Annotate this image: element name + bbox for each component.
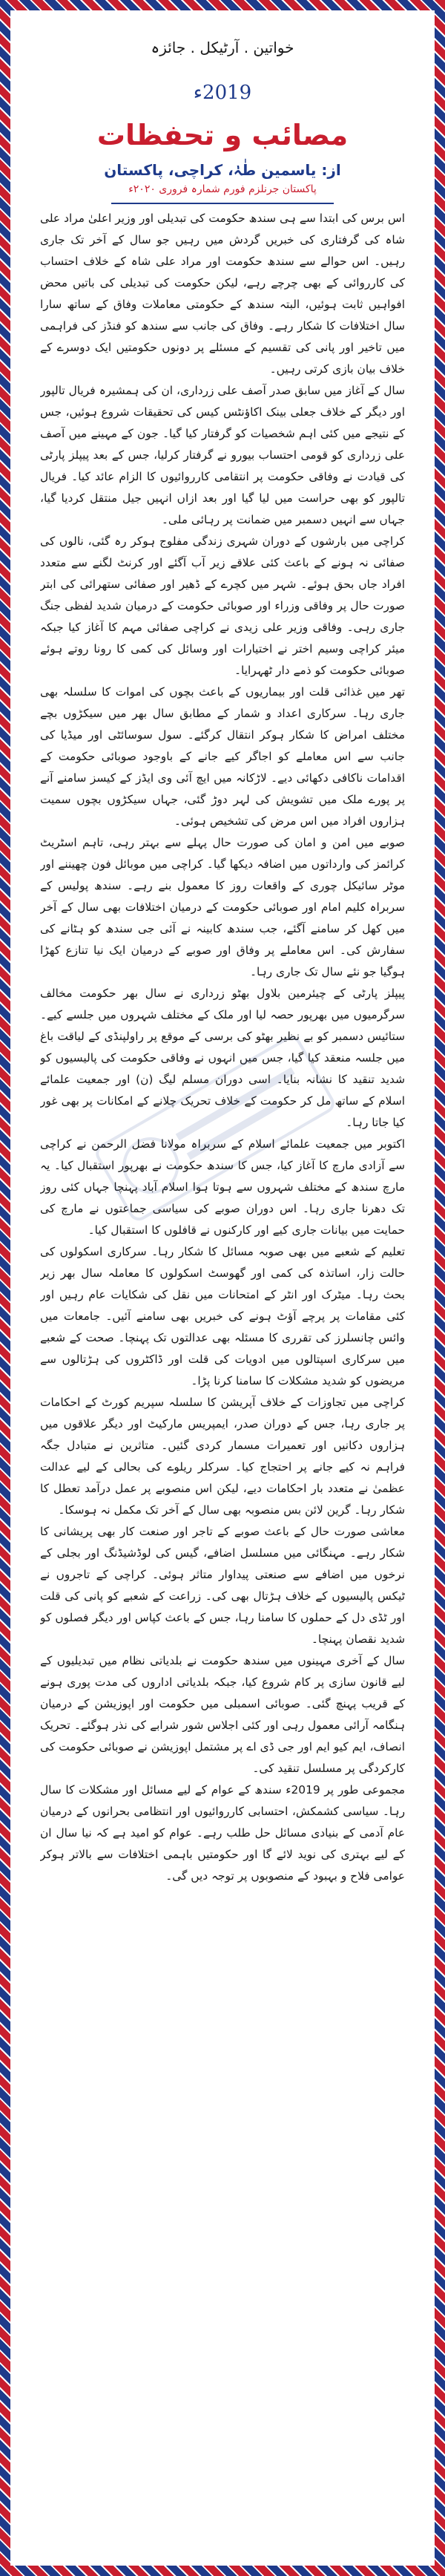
paragraph: تعلیم کے شعبے میں بھی صوبہ مسائل کا شکار رہا۔ سرکاری اسکولوں کی حالت زار، اساتذہ کی کمی اور گھوسٹ اسکولوں کا معاملہ سال بھر زیر بحث رہا۔ میٹرک اور انٹر کے امتحانات میں نقل کی شکایات عام رہیں اور کئی مقامات پر پرچے آؤٹ ہونے کی خبریں بھی سامنے آئیں۔ جامعات میں وائس چانسلرز کی تقرری کا مسئلہ بھی عدالتوں تک پہنچا۔ صحت کے شعبے میں سرکاری اسپتالوں میں ادویات کی قلت اور ڈاکٹروں کی ہڑتالوں سے مریضوں کو شدید مشکلات کا سامنا کرنا پڑا۔ [40, 1245, 405, 1387]
paragraph: اکتوبر میں جمعیت علمائے اسلام کے سربراہ مولانا فضل الرحمن نے کراچی سے آزادی مارچ کا آغاز کیا، جس کا سندھ حکومت نے بھرپور استقبال کیا۔ یہ مارچ سندھ کے مختلف شہروں سے ہوتا ہوا اسلام آباد پہنچا جہاں کئی روز تک دھرنا جاری رہا۔ اس دوران صوبے کی سیاسی جماعتوں نے مارچ کی حمایت میں بیانات جاری کیے اور کارکنوں نے قافلوں کا استقبال کیا۔ [40, 1137, 405, 1237]
section-label: خواتین . آرٹیکل . جائزہ [151, 39, 294, 56]
paragraph: پیپلز پارٹی کے چیئرمین بلاول بھٹو زرداری نے سال بھر حکومت مخالف سرگرمیوں میں بھرپور حصہ لیا اور ملک کے مختلف شہروں میں جلسے کیے۔ ستائیس دسمبر کو بے نظیر بھٹو کی برسی کے موقع پر راولپنڈی کے لیاقت باغ میں جلسہ منعقد کیا گیا، جس میں انہوں نے وفاقی حکومت کی پالیسیوں کو شدید تنقید کا نشانہ بنایا۔ اسی دوران مسلم لیگ (ن) اور جمعیت علمائے اسلام کے ساتھ مل کر حکومت کے خلاف تحریک چلانے کے امکانات پر بھی غور کیا جاتا رہا۔ [40, 987, 405, 1129]
article-title: مصائب و تحفظات [96, 119, 349, 151]
title-divider [111, 203, 334, 204]
article-byline: از: یاسمین طٰہٰ، کراچی، پاکستان [104, 161, 341, 180]
paragraph: صوبے میں امن و امان کی صورت حال پہلے سے بہتر رہی، تاہم اسٹریٹ کرائمز کی وارداتوں میں اضافہ دیکھا گیا۔ کراچی میں موبائل فون چھیننے اور موٹر سائیکل چوری کے واقعات روز کا معمول بنے رہے۔ سندھ پولیس کے سربراہ کلیم امام اور صوبائی حکومت کے درمیان اختلافات بھی سال کے آخر میں کھل کر سامنے آگئے، جب سندھ کابینہ نے آئی جی سندھ کو ہٹانے کی سفارش کی۔ اس معاملے پر وفاق اور صوبے کے درمیان ایک نیا تنازع کھڑا ہوگیا جو نئے سال تک جاری رہا۔ [40, 836, 405, 978]
article-subline: پاکستان جرنلزم فورم شمارہ فروری ۲۰۲۰ء [128, 183, 317, 196]
paragraph: مجموعی طور پر 2019ء سندھ کے عوام کے لیے مسائل اور مشکلات کا سال رہا۔ سیاسی کشمکش، احتسابی کارروائیوں اور انتظامی بحرانوں کے درمیان عام آدمی کے بنیادی مسائل حل طلب رہے۔ عوام کو امید ہے کہ نیا سال ان کے لیے بہتری کی نوید لائے گا اور حکومتیں باہمی اختلافات سے بالاتر ہوکر عوامی فلاح و بہبود کے منصوبوں پر توجہ دیں گی۔ [40, 1783, 405, 1883]
paragraph: سال کے آغاز میں سابق صدر آصف علی زرداری، ان کی ہمشیرہ فریال تالپور اور دیگر کے خلاف جعلی بینک اکاؤنٹس کیس کی تحقیقات شروع ہوئیں، جس کے نتیجے میں کئی اہم شخصیات کو گرفتار کیا گیا۔ جون کے مہینے میں آصف علی زرداری کو قومی احتساب بیورو نے گرفتار کرلیا، جس کے بعد پیپلز پارٹی کی قیادت نے وفاقی حکومت پر انتقامی کارروائیوں کا الزام عائد کیا۔ فریال تالپور کو بھی حراست میں لیا گیا اور بعد ازاں انہیں جیل منتقل کردیا گیا، جہاں سے انہیں دسمبر میں ضمانت پر رہائی ملی۔ [40, 384, 405, 526]
paragraph: کراچی میں بارشوں کے دوران شہری زندگی مفلوج ہوکر رہ گئی، نالوں کی صفائی نہ ہونے کے باعث کئی علاقے زیر آب آگئے اور کرنٹ لگنے سے متعدد افراد جاں بحق ہوئے۔ شہر میں کچرے کے ڈھیر اور صفائی ستھرائی کی ابتر صورت حال پر وفاقی وزراء اور صوبائی حکومت کے درمیان شدید لفظی جنگ جاری رہی۔ وفاقی وزیر علی زیدی نے کراچی صفائی مہم کا آغاز کیا جبکہ میئر کراچی وسیم اختر نے اختیارات اور وسائل کی کمی کا رونا روتے ہوئے صوبائی حکومت کو ذمے دار ٹھہرایا۔ [40, 535, 405, 677]
article-body [40, 208, 405, 2539]
article-year: 2019ء [193, 82, 252, 104]
page-content [22, 22, 423, 2554]
paragraph: معاشی صورت حال کے باعث صوبے کے تاجر اور صنعت کار بھی پریشانی کا شکار رہے۔ مہنگائی میں مسلسل اضافے، گیس کی لوڈشیڈنگ اور بجلی کے نرخوں میں اضافے سے صنعتی پیداوار متاثر ہوئی۔ کراچی کے تاجروں نے ٹیکس پالیسیوں کے خلاف ہڑتال بھی کی۔ زراعت کے شعبے کو پانی کی قلت اور ٹڈی دل کے حملوں کا سامنا رہا، جس کے باعث کپاس اور دیگر فصلوں کو شدید نقصان پہنچا۔ [40, 1525, 405, 1646]
paragraph: تھر میں غذائی قلت اور بیماریوں کے باعث بچوں کی اموات کا سلسلہ بھی جاری رہا۔ سرکاری اعداد و شمار کے مطابق سال بھر میں سیکڑوں بچے مختلف امراض کا شکار ہوکر انتقال کرگئے۔ سول سوسائٹی اور میڈیا کی جانب سے اس معاملے کو اجاگر کیے جانے کے باوجود صوبائی حکومت کے اقدامات ناکافی دکھائی دیے۔ لاڑکانہ میں ایچ آئی وی ایڈز کے کیسز سامنے آنے پر پورے ملک میں تشویش کی لہر دوڑ گئی، جہاں سیکڑوں بچوں سمیت ہزاروں افراد میں اس مرض کی تشخیص ہوئی۔ [40, 685, 405, 828]
paragraph: سال کے آخری مہینوں میں سندھ حکومت نے بلدیاتی نظام میں تبدیلیوں کے لیے قانون سازی پر کام شروع کیا، جبکہ بلدیاتی اداروں کی مدت پوری ہونے کے قریب پہنچ گئی۔ صوبائی اسمبلی میں حکومت اور اپوزیشن کے درمیان ہنگامہ آرائی معمول رہی اور کئی اجلاس شور شرابے کی نذر ہوگئے۔ تحریک انصاف، ایم کیو ایم اور جی ڈی اے پر مشتمل اپوزیشن نے صوبائی حکومت کی کارکردگی پر مسلسل تنقید کی۔ [40, 1654, 405, 1775]
paragraph: کراچی میں تجاوزات کے خلاف آپریشن کا سلسلہ سپریم کورٹ کے احکامات پر جاری رہا، جس کے دوران صدر، ایمپریس مارکیٹ اور دیگر علاقوں میں ہزاروں دکانیں اور تعمیرات مسمار کردی گئیں۔ متاثرین نے متبادل جگہ فراہم نہ کیے جانے پر احتجاج کیا۔ سرکلر ریلوے کی بحالی کے لیے عدالت عظمیٰ نے متعدد بار احکامات دیے، لیکن اس منصوبے پر عمل درآمد تعطل کا شکار رہا۔ گرین لائن بس منصوبہ بھی سال کے آخر تک مکمل نہ ہوسکا۔ [40, 1396, 405, 1517]
paragraph: اس برس کی ابتدا سے ہی سندھ حکومت کی تبدیلی اور وزیر اعلیٰ مراد علی شاہ کی گرفتاری کی خبریں گردش میں رہیں جو سال کے آخر تک جاری رہیں۔ اس حوالے سے سندھ حکومت اور مراد علی شاہ کے خلاف احتساب کی کارروائی کے بھی چرچے رہے، لیکن حکومت کی تبدیلی کی باتیں محض افواہیں ثابت ہوئیں، البتہ سندھ کے حکومتی معاملات وفاق کے ساتھ سارا سال اختلافات کا شکار رہے۔ وفاق کی جانب سے سندھ کو فنڈز کی فراہمی میں تاخیر اور پانی کی تقسیم کے مسئلے پر دونوں حکومتیں ایک دوسرے کے خلاف بیان بازی کرتی رہیں۔ [40, 212, 405, 376]
